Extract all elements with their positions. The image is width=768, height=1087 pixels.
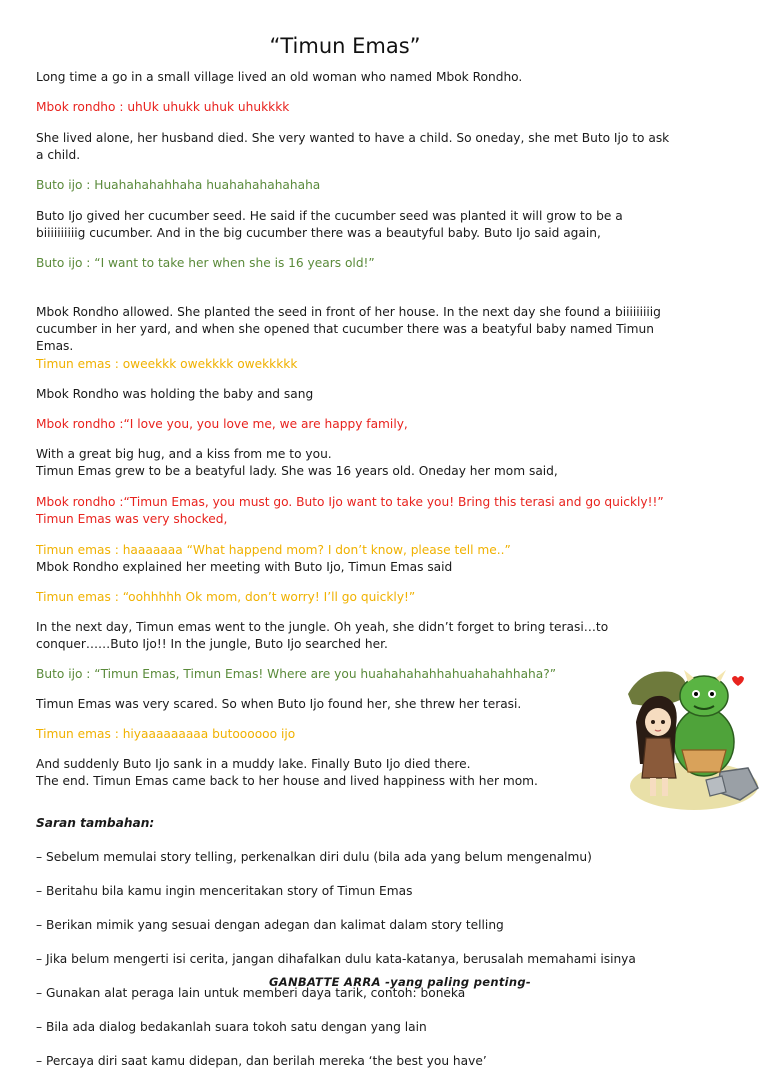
girl-leg: [650, 778, 656, 796]
footer-note: GANBATTE ARRA -yang paling penting-: [269, 975, 531, 989]
narration-paragraph: Mbok Rondho was holding the baby and sang: [36, 387, 314, 401]
rock-shape: [706, 776, 726, 796]
dialogue-line: Timun emas : haaaaaaa “What happend mom? I don’t know, please tell me..”: [36, 543, 511, 557]
dialogue-line: Buto ijo : Huahahahahhaha huahahahahahaha: [36, 178, 321, 192]
saran-item: – Beritahu bila kamu ingin menceritakan story of Timun Emas: [36, 884, 413, 898]
page-title: “Timun Emas”: [269, 34, 421, 58]
saran-heading: Saran tambahan:: [36, 816, 155, 830]
narration-paragraph: Timun Emas was very scared. So when Buto Ijo found her, she threw her terasi.: [36, 697, 522, 711]
dialogue-line: Timun emas : oweekkk owekkkk owekkkkk: [36, 357, 298, 371]
narration-paragraph: And suddenly Buto Ijo sank in a muddy lake. Finally Buto Ijo died there. The end. Timun Emas came back to her house and lived happiness with her mom.: [36, 757, 538, 788]
saran-item: – Berikan mimik yang sesuai dengan adegan dan kalimat dalam story telling: [36, 918, 504, 932]
girl-leg: [662, 778, 668, 796]
ogre-loincloth: [682, 750, 726, 772]
saran-item: – Bila ada dialog bedakanlah suara tokoh satu dengan yang lain: [36, 1020, 427, 1034]
narration-paragraph: Long time a go in a small village lived an old woman who named Mbok Rondho.: [36, 70, 523, 84]
narration-paragraph: With a great big hug, and a kiss from me to you. Timun Emas grew to be a beatyful lady. She was 16 years old. Oneday her mom said,: [36, 447, 558, 478]
saran-item: – Jika belum mengerti isi cerita, jangan dihafalkan dulu kata-katanya, berusalah memahami isinya: [36, 952, 636, 966]
dialogue-line: Timun emas : “oohhhhh Ok mom, don’t worry! I’ll go quickly!”: [36, 590, 416, 604]
girl-dress: [642, 738, 676, 778]
heart-mark: [732, 676, 744, 686]
dialogue-line: Mbok rondho : uhUk uhukk uhuk uhukkkk: [36, 100, 290, 114]
timun-emas-and-buto-ijo-illustration-icon: [622, 664, 762, 814]
saran-item: – Sebelum memulai story telling, perkenalkan diri dulu (bila ada yang belum mengenalmu): [36, 850, 592, 864]
dialogue-line: Buto ijo : “Timun Emas, Timun Emas! Where are you huahahahahhahuahahahhaha?”: [36, 667, 557, 681]
narration-paragraph: She lived alone, her husband died. She very wanted to have a child. So oneday, she met Buto Ijo to ask a child.: [36, 131, 670, 162]
saran-item: – Gunakan alat peraga lain untuk memberi daya tarik, contoh: boneka: [36, 986, 466, 1000]
narration-paragraph: Mbok Rondho allowed. She planted the seed in front of her house. In the next day she found a biiiiiiiiig cucumber in her yard, and when she opened that cucumber there was a beatyful baby named Timun Emas.: [36, 305, 661, 353]
dialogue-line: Buto ijo : “I want to take her when she is 16 years old!”: [36, 256, 375, 270]
saran-section: [36, 798, 736, 1087]
saran-item: – Percaya diri saat kamu didepan, dan berilah mereka ‘the best you have’: [36, 1054, 487, 1068]
girl-face: [645, 708, 671, 736]
dialogue-line: Mbok rondho :“Timun Emas, you must go. Buto Ijo want to take you! Bring this terasi and go quickly!!” Timun Emas was very shocked,: [36, 495, 664, 526]
narration-paragraph: In the next day, Timun emas went to the jungle. Oh yeah, she didn’t forget to bring terasi…to conquer……Buto Ijo!! In the jungle, Buto Ijo searched her.: [36, 620, 609, 651]
narration-paragraph: Mbok Rondho explained her meeting with Buto Ijo, Timun Emas said: [36, 560, 453, 574]
dialogue-line: Timun emas : hiyaaaaaaaaa butoooooo ijo: [36, 727, 296, 741]
dialogue-line: Mbok rondho :“I love you, you love me, we are happy family,: [36, 417, 408, 431]
narration-paragraph: Buto Ijo gived her cucumber seed. He said if the cucumber seed was planted it will grow to be a biiiiiiiiiig cucumber. And in the big cucumber there was a beautyful baby. Buto Ijo said again,: [36, 209, 623, 240]
